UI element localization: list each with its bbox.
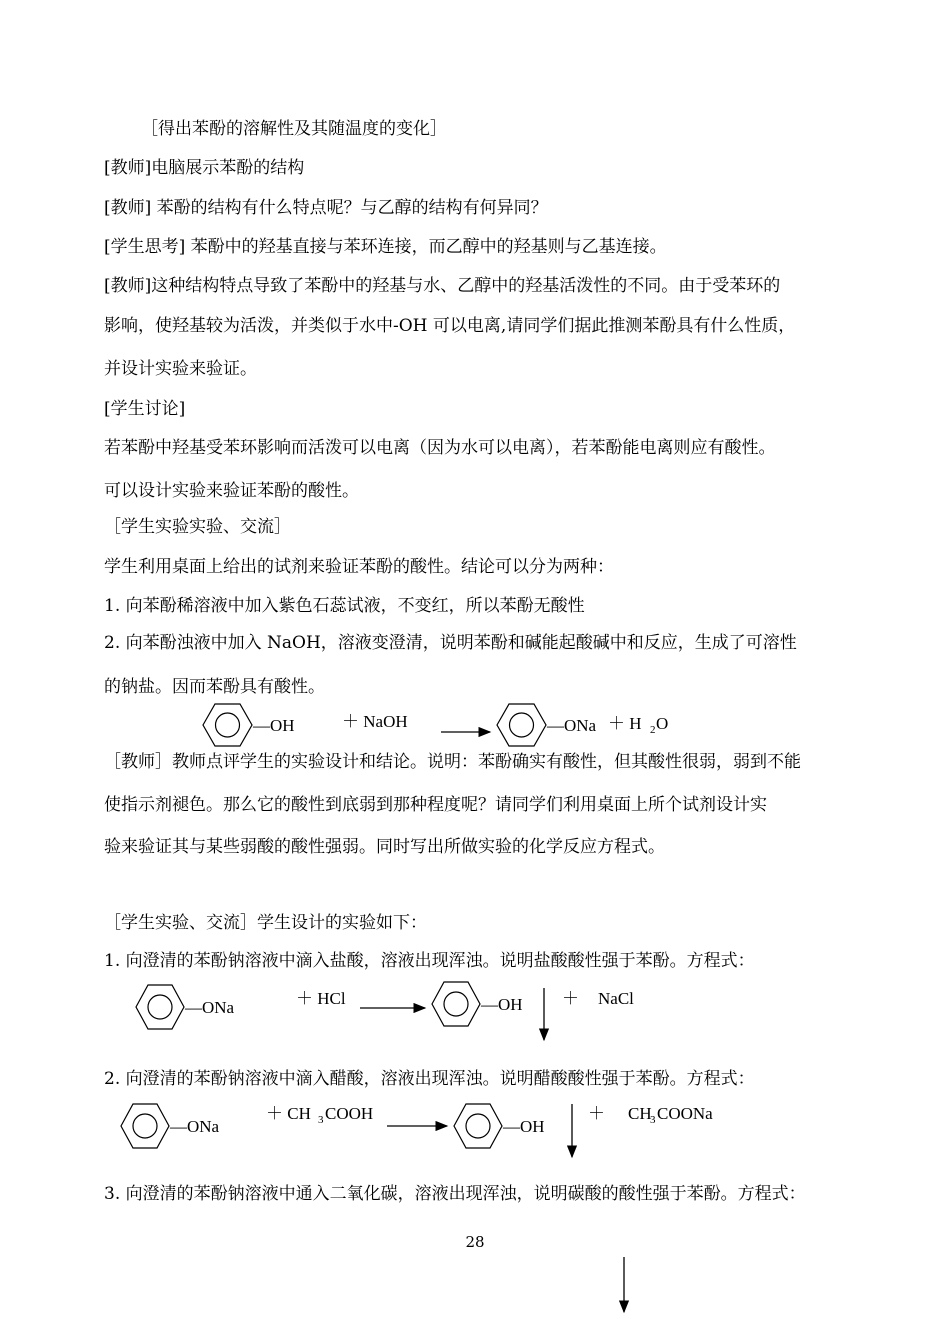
eq3-reagent-pre: ＋ CH (266, 1104, 311, 1123)
text-line-5: [教师]这种结构特点导致了苯酚中的羟基与水、乙醇中的羟基活泼性的不同。由于受苯环的 (104, 276, 781, 296)
text-line-21: 2. 向澄清的苯酚钠溶液中滴入醋酸，溶液出现浑浊。说明醋酸酸性强于苯酚。方程式： (104, 1069, 755, 1089)
text-line-11: ［学生实验实验、交流］ (104, 517, 291, 537)
eq1-extra: ＋ H (608, 714, 642, 733)
text-line-6: 影响，使羟基较为活泼，并类似于水中-OH 可以电离,请同学们据此推测苯酚具有什么性质， (104, 316, 796, 336)
text-line-10: 可以设计实验来验证苯酚的酸性。 (104, 481, 359, 501)
text-line-14: 2. 向苯酚浊液中加入 NaOH，溶液变澄清，说明苯酚和碱能起酸碱中和反应，生成了可溶性 (104, 633, 797, 653)
text-line-18: 验来验证其与某些弱酸的酸性强弱。同时写出所做实验的化学反应方程式。 (104, 837, 665, 857)
text-line-7: 并设计实验来验证。 (104, 359, 257, 379)
eq3-product: —OH (503, 1117, 545, 1136)
eq3-reagent-post: COOH (325, 1104, 374, 1123)
eq1-subscript: 2 (650, 724, 656, 736)
text-line-4: [学生思考] 苯酚中的羟基直接与苯环连接，而乙醇中的羟基则与乙基连接。 (104, 237, 667, 257)
benzene-ring-icon (497, 704, 546, 746)
text-line-15: 的钠盐。因而苯酚具有酸性。 (104, 677, 325, 697)
text-line-13: 1. 向苯酚稀溶液中加入紫色石蕊试液，不变红，所以苯酚无酸性 (104, 596, 585, 616)
equation-1 (203, 704, 668, 746)
text-line-2: [教师]电脑展示苯酚的结构 (104, 158, 305, 178)
eq2-left-group: —ONa (185, 998, 235, 1017)
eq1-left-group: —OH (253, 716, 295, 735)
text-line-19: ［学生实验、交流］学生设计的实验如下： (104, 913, 427, 933)
text-line-17: 使指示剂褪色。那么它的酸性到底弱到那种程度呢？请同学们利用桌面上所个试剂设计实 (104, 795, 767, 815)
text-line-20: 1. 向澄清的苯酚钠溶液中滴入盐酸，溶液出现浑浊。说明盐酸酸性强于苯酚。方程式： (104, 951, 755, 971)
benzene-ring-icon (203, 704, 252, 746)
eq3-reagent-subscript: 3 (318, 1114, 324, 1126)
eq2-byproduct: NaCl (598, 989, 634, 1008)
eq2-plus: ＋ (562, 989, 579, 1008)
text-line-16: ［教师］教师点评学生的实验设计和结论。说明：苯酚确实有酸性，但其酸性很弱，弱到不能 (104, 752, 801, 772)
eq3-left-group: —ONa (170, 1117, 220, 1136)
benzene-ring-icon (454, 1104, 502, 1148)
text-line-12: 学生利用桌面上给出的试剂来验证苯酚的酸性。结论可以分为两种： (104, 557, 614, 577)
benzene-ring-icon (432, 982, 480, 1026)
benzene-ring-icon (121, 1104, 169, 1148)
text-line-9: 若苯酚中羟基受苯环影响而活泼可以电离（因为水可以电离），若苯酚能电离则应有酸性。 (104, 438, 776, 458)
eq3-byproduct-post: COONa (657, 1104, 713, 1123)
eq3-plus: ＋ (588, 1104, 605, 1123)
text-line-8: [学生讨论] (104, 399, 186, 419)
page-number: 28 (465, 1233, 485, 1251)
eq3-byproduct-subscript: 3 (650, 1114, 656, 1126)
benzene-ring-icon (136, 985, 184, 1029)
equation-2 (136, 982, 634, 1040)
eq1-reagent: ＋ NaOH (342, 712, 408, 731)
eq1-product: —ONa (547, 716, 597, 735)
eq3-byproduct-pre: CH (628, 1104, 652, 1123)
equation-3 (121, 1104, 713, 1157)
eq1-tail: O (656, 714, 669, 733)
text-line-1: ［得出苯酚的溶解性及其随温度的变化］ (141, 119, 447, 139)
eq2-reagent: ＋ HCl (296, 989, 346, 1008)
eq2-product: —OH (481, 995, 523, 1014)
text-line-3: [教师] 苯酚的结构有什么特点呢？与乙醇的结构有何异同？ (104, 198, 548, 218)
text-line-22: 3. 向澄清的苯酚钠溶液中通入二氧化碳，溶液出现浑浊，说明碳酸的酸性强于苯酚。方程式： (104, 1184, 806, 1204)
